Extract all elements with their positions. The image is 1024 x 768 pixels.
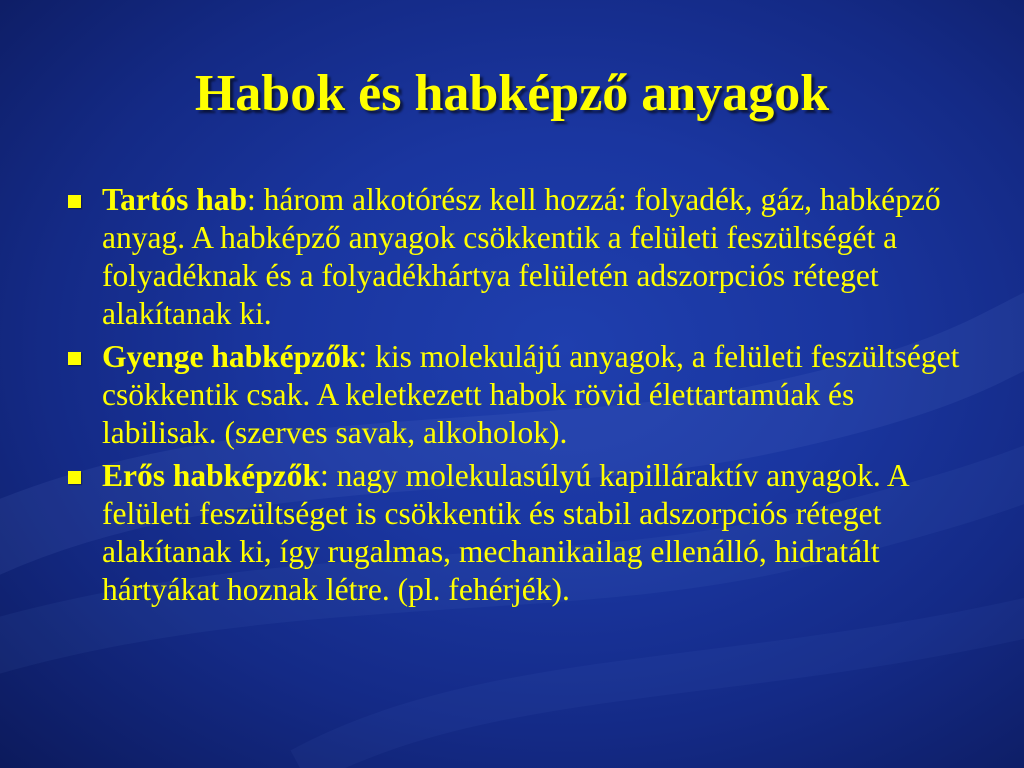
bullet-term: Gyenge habképzők [102,339,359,374]
bullet-term: Tartós hab [102,182,248,217]
bullet-item-gyenge-habkepzok [62,338,972,452]
bullet-separator: : [358,339,368,374]
square-bullet-icon [68,471,81,484]
bullet-item-eros-habkepzok [62,457,972,609]
bullet-text: kis molekulájú anyagok, a felületi feszültséget csökkentik csak. A keletkezett habok rövid élettartamúak és labilisak. (szerves savak, alkoholok). [102,339,960,450]
bullet-item-tartos-hab [62,181,972,333]
square-bullet-icon [68,352,81,365]
bullet-text: három alkotórész kell hozzá: folyadék, gáz, habképző anyag. A habképző anyagok csökkentik a felületi feszültségét a folyadéknak és a folyadékhártya felületén adszorpciós réteget alakítanak ki. [102,182,941,331]
bullet-text: nagy molekulasúlyú kapilláraktív anyagok. A felületi feszültséget is csökkentik és stabil adszorpciós réteget alakítanak ki, így rugalmas, mechanikailag ellenálló, hidratált hártyákat hoznak létre. (pl. fehérjék). [102,458,908,607]
square-bullet-icon [68,195,81,208]
slide-title: Habok és habképző anyagok [194,65,830,122]
bullet-separator: : [247,182,256,217]
bullet-list [62,181,972,614]
bullet-term: Erős habképzők [102,458,320,493]
bullet-separator: : [319,458,329,493]
